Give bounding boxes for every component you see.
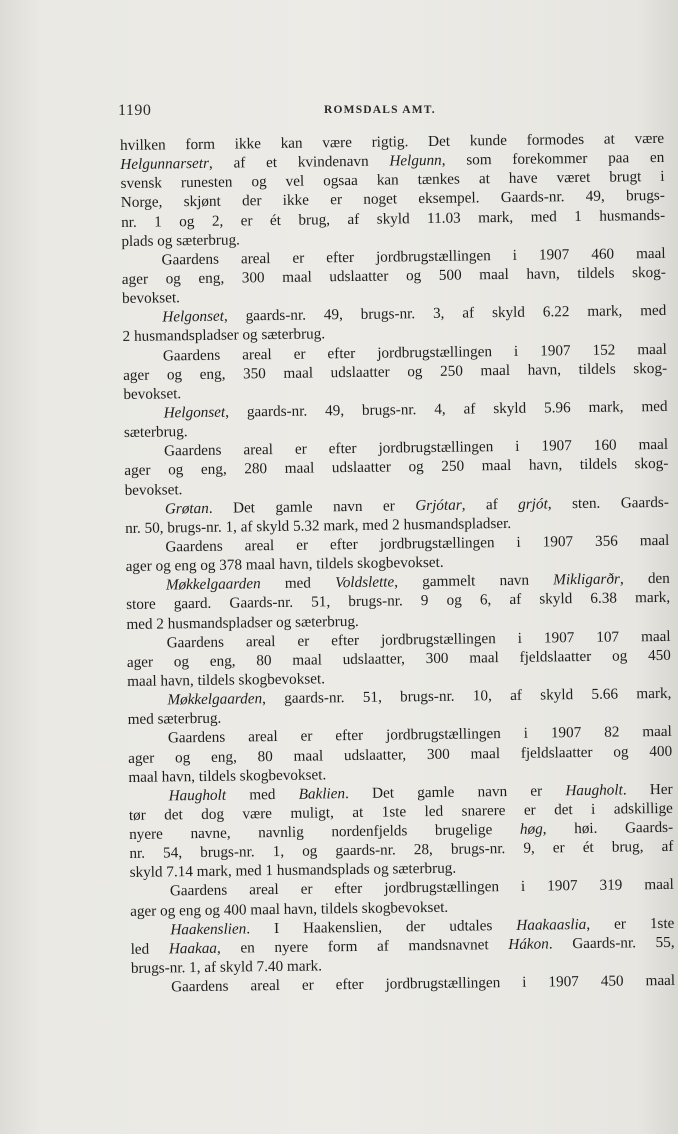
text-segment: . Det gamle navn er	[344, 782, 566, 802]
italic-name: Helgonset	[163, 403, 226, 422]
text-segment: ager og eng og 378 maal havn, tildels skogbevokset.	[125, 553, 444, 576]
text-segment: skyld 7.14 mark, med 1 husmandsplads og sæterbrug.	[129, 860, 457, 882]
text-segment: nr. 54, brugs-nr. 1, og gaards-nr. 28, brugs-nr. 9, er ét brug, af	[129, 838, 674, 863]
text-segment: . Gaards-nr. 55,	[548, 933, 675, 953]
text-segment: bevokset.	[124, 480, 183, 499]
text-segment: ager og eng, 300 maal udslaatter og 500 maal havn, tildels skog-	[121, 263, 666, 288]
text-segment: Gaardens areal er efter jordbrugstællingen i 1907 319 maal	[169, 876, 674, 900]
text-segment: maal havn, tildels skogbevokset.	[127, 670, 326, 690]
italic-name: Helgunnarsetr	[120, 154, 210, 174]
text-segment: , høi. Gaards-	[542, 818, 674, 838]
text-segment: med	[225, 785, 299, 804]
text-segment: , gaards-nr. 51, brugs-nr. 10, af skyld 5.66 mark,	[262, 684, 672, 708]
text-segment: plads og sæterbrug.	[121, 231, 241, 250]
text-segment: med	[260, 574, 336, 593]
text-segment: Gaardens areal er efter jordbrugstællingen i 1907 160 maal	[164, 436, 669, 460]
text-segment: , af	[461, 495, 519, 514]
text-segment: sæterbrug.	[123, 423, 188, 442]
italic-name: Grøtan	[164, 499, 209, 518]
text-segment: ager og eng, 350 maal udslaatter og 250 maal havn, tildels skog-	[123, 359, 668, 384]
text-segment: Norge, skjønt der ikke er noget eksempel. Gaards-nr. 49, brugs-	[120, 187, 665, 212]
italic-name: Haugholt	[565, 781, 623, 800]
text-segment: , sten. Gaards-	[547, 493, 669, 513]
text-segment: bevokset.	[122, 289, 181, 308]
text-segment: . Her	[622, 780, 673, 799]
text-segment: svensk runesten og vel ogsaa kan tænkes at have været brugt i	[120, 168, 665, 193]
italic-name: Hákon	[508, 935, 549, 953]
italic-name: Møkkelgaarden	[165, 575, 261, 594]
italic-name: Haakaaslia	[516, 915, 587, 934]
text-segment: , som forekommer paa en	[441, 149, 665, 169]
text-segment: store gaard. Gaards-nr. 51, brugs-nr. 9 og 6, af skyld 6.38 mark,	[126, 589, 671, 614]
text-segment: tør det dog være muligt, at 1ste led snarere er det i adskillige	[128, 799, 673, 824]
text-segment: nyere navne, navnlig nordenfjelds brugelige	[129, 820, 521, 844]
italic-name: grjót	[518, 495, 548, 513]
text-segment: 2 husmandspladser og sæterbrug.	[122, 325, 326, 346]
italic-name: Voldslette	[335, 573, 395, 592]
text-segment: ager og eng og 400 maal havn, tildels skogbevokset.	[130, 898, 449, 920]
italic-name: Helgonset	[162, 307, 225, 326]
text-segment: , gammelt navn	[394, 571, 554, 591]
text-segment: ager og eng, 80 maal udslaatter, 300 maal fjeldslaatter og 450	[126, 646, 671, 671]
text-segment: , af et kvindenavn	[208, 152, 390, 172]
italic-name: Haakaa	[168, 939, 218, 958]
page-header	[118, 100, 658, 124]
text-segment: Gaardens areal er efter jordbrugstællingen i 1907 356 maal	[165, 531, 670, 556]
italic-name: Grjótar	[415, 496, 462, 514]
italic-name: Mikligarðr	[553, 570, 621, 589]
italic-name: Haakenslien	[170, 920, 247, 939]
italic-name: Helgunn	[389, 151, 442, 170]
italic-name: høg	[519, 820, 543, 838]
text-segment: , gaards-nr. 49, brugs-nr. 3, af skyld 6.22 mark, med	[223, 302, 667, 325]
text-segment: nr. 50, brugs-nr. 1, af skyld 5.32 mark, med 2 husmandspladser.	[125, 514, 512, 537]
italic-name: Møkkelgaarden	[167, 690, 263, 709]
text-segment: hvilken form ikke kan være rigtig. Det kunde formodes at være	[120, 129, 665, 154]
running-title: ROMSDALS AMT.	[324, 104, 436, 116]
text-segment: , er 1ste	[586, 914, 675, 933]
text-segment: . I Haakenslien, der udtales	[246, 916, 517, 938]
text-segment: ager og eng, 280 maal udslaatter og 250 maal havn, tildels skog-	[124, 455, 669, 480]
text-segment: nr. 1 og 2, er ét brug, af skyld 11.03 mark, med 1 husmands-	[121, 206, 666, 231]
text-segment: Gaardens areal er efter jordbrugstællingen i 1907 152 maal	[162, 340, 667, 365]
text-segment: Gaardens areal er efter jordbrugstællingen i 1907 107 maal	[166, 627, 671, 652]
text-segment: Gaardens areal er efter jordbrugstællingen i 1907 460 maal	[161, 244, 666, 269]
text-segment: , den	[619, 570, 670, 588]
text-segment: brugs-nr. 1, af skyld 7.40 mark.	[130, 957, 323, 977]
text-segment: Gaardens areal er efter jordbrugstællingen i 1907 450 maal	[171, 971, 676, 996]
text-segment: med sæterbrug.	[127, 709, 222, 729]
body-text	[120, 129, 675, 997]
text-segment: . Det gamle navn er	[208, 496, 416, 517]
text-segment: , gaards-nr. 49, brugs-nr. 4, af skyld 5.96 mark, med	[225, 397, 668, 421]
italic-name: Baklien	[298, 784, 346, 803]
text-segment: maal havn, tildels skogbevokset.	[128, 765, 327, 786]
text-segment: ager og eng, 80 maal udslaatter, 300 maal fjeldslaatter og 400	[128, 742, 673, 767]
text-segment: led	[130, 940, 169, 958]
italic-name: Haugholt	[168, 786, 227, 805]
text-segment: , en nyere form af mandsnavnet	[216, 935, 509, 957]
text-segment: med 2 husmandspladser og sæterbrug.	[126, 612, 359, 633]
page-number: 1190	[118, 102, 152, 119]
text-segment: Gaardens areal er efter jordbrugstællingen i 1907 82 maal	[167, 723, 672, 747]
text-segment: bevokset.	[123, 385, 182, 403]
